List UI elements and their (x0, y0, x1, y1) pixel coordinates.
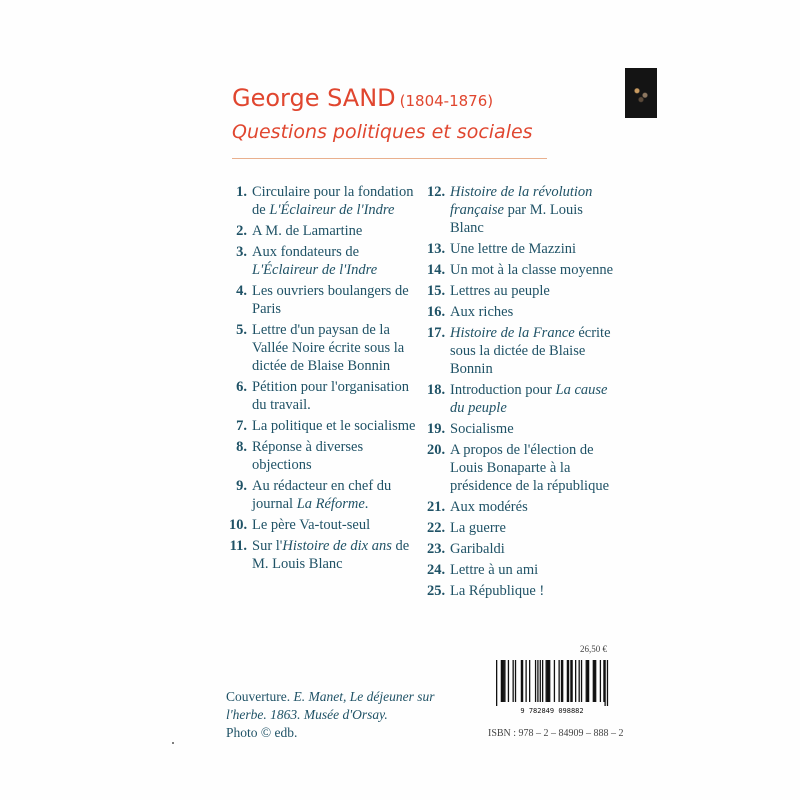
entry-title-italic: L'Éclaireur de l'Indre (252, 262, 378, 278)
contents-entry (427, 381, 617, 417)
entry-title-italic: Histoire de dix ans (282, 538, 392, 554)
entry-number: 13. (427, 241, 446, 257)
barcode-bar (554, 660, 555, 702)
entry-title-text: La République ! (450, 583, 545, 599)
entry-title (450, 261, 617, 279)
entry-title (450, 240, 617, 258)
barcode-bar (547, 660, 548, 702)
contents-entry (427, 540, 617, 558)
contents-entry (427, 261, 617, 279)
barcode-bar (588, 660, 589, 702)
entry-number: 15. (427, 283, 446, 299)
barcode-bar (607, 660, 608, 706)
entry-number: 25. (427, 583, 446, 599)
contents-entry (229, 537, 419, 573)
entry-number: 9. (236, 478, 247, 494)
entry-number: 2. (236, 223, 247, 239)
entry-title-text: Introduction pour (450, 382, 556, 398)
entry-title (252, 321, 419, 375)
entry-title-text: Lettre à un ami (450, 562, 539, 578)
entry-title-text: Lettre d'un paysan de la Vallée Noire écrite sous la dictée de Blaise Bonnin (252, 322, 405, 374)
contents-entry (229, 417, 419, 435)
entry-title (252, 183, 419, 219)
cover-image-detail (631, 82, 651, 104)
barcode-bar (575, 660, 576, 702)
entry-title (450, 540, 617, 558)
entry-title (252, 477, 419, 513)
entry-title-text: Les ouvriers boulangers de Paris (252, 283, 409, 317)
barcode-bar (542, 660, 543, 702)
entry-number: 16. (427, 304, 446, 320)
contents-entry (427, 420, 617, 438)
contents-entry (229, 183, 419, 219)
entry-title-text: Aux riches (450, 304, 514, 320)
barcode-bar (548, 660, 549, 702)
barcode (492, 660, 612, 715)
barcode-bar (501, 660, 502, 702)
title-divider (232, 158, 547, 159)
contents-entry (427, 303, 617, 321)
entry-title-text: La guerre (450, 520, 506, 536)
entry-title-text: Lettres au peuple (450, 283, 550, 299)
contents-entry (229, 222, 419, 240)
entry-title-text: Au rédacteur en chef du journal (252, 478, 392, 512)
entry-number: 6. (236, 379, 247, 395)
entry-title-text: écrite sous la dictée de Blaise Bonnin (450, 325, 611, 377)
barcode-bar (600, 660, 601, 702)
entry-title-text: Socialisme (450, 421, 514, 437)
entry-number: 1. (236, 184, 247, 200)
contents-entry (427, 441, 617, 495)
barcode-bar (571, 660, 572, 702)
entry-title (252, 438, 419, 474)
barcode-bar (513, 660, 514, 702)
contents-column-left (229, 183, 419, 576)
entry-number: 11. (229, 538, 247, 554)
entry-title-text: Réponse à diverses objections (252, 439, 364, 473)
barcode-bar (540, 660, 541, 702)
entry-title (450, 441, 617, 495)
entry-number: 18. (427, 382, 446, 398)
contents-entry (427, 282, 617, 300)
author-years: (1804-1876) (399, 92, 494, 110)
barcode-bar (579, 660, 580, 702)
entry-title-text: A propos de l'élection de Louis Bonaparte à la présidence de la république (450, 442, 610, 494)
entry-title (450, 519, 617, 537)
barcode-bar (581, 660, 582, 702)
entry-title (450, 420, 617, 438)
barcode-bar (546, 660, 547, 702)
entry-title (252, 537, 419, 573)
barcode-bar (535, 660, 536, 702)
barcode-bar (604, 660, 605, 706)
barcode-bar (568, 660, 569, 702)
entry-title (252, 222, 419, 240)
entry-number: 19. (427, 421, 446, 437)
barcode-digits: 9 782849 098882 (520, 707, 584, 715)
entry-number: 21. (427, 499, 446, 515)
contents-entry (427, 240, 617, 258)
entry-title (450, 324, 617, 378)
contents-entry (229, 321, 419, 375)
entry-title-italic: La cause du peuple (450, 382, 608, 416)
entry-title-text: Sur l' (252, 538, 283, 554)
barcode-bar (515, 660, 516, 702)
entry-number: 14. (427, 262, 446, 278)
entry-number: 12. (427, 184, 446, 200)
barcode-bar (508, 660, 509, 702)
entry-title (450, 498, 617, 516)
entry-number: 22. (427, 520, 446, 536)
entry-title (450, 381, 617, 417)
barcode-bar (570, 660, 571, 702)
barcode-bar (496, 660, 497, 706)
entry-title-text: Garibaldi (450, 541, 505, 557)
barcode-bar (502, 660, 503, 702)
entry-title-text: Aux modérés (450, 499, 528, 515)
barcode-bar (603, 660, 604, 702)
entry-title (450, 561, 617, 579)
contents-entry (229, 516, 419, 534)
entry-number: 7. (236, 418, 247, 434)
barcode-bar (562, 660, 563, 702)
entry-title (252, 516, 419, 534)
contents-entry (427, 183, 617, 237)
author-heading (232, 84, 493, 112)
cover-credit (226, 688, 436, 742)
barcode-bar (593, 660, 594, 702)
entry-title-text: Aux fondateurs de (252, 244, 360, 260)
author-name: George SAND (232, 84, 396, 112)
entry-number: 5. (236, 322, 247, 338)
entry-title-text: Pétition pour l'organisation du travail. (252, 379, 410, 413)
barcode-bar (504, 660, 505, 702)
entry-number: 4. (236, 283, 247, 299)
barcode-bar (525, 660, 526, 702)
barcode-bar (503, 660, 504, 702)
contents-entry (427, 519, 617, 537)
entry-number: 10. (229, 517, 248, 533)
entry-title-text: Le père Va-tout-seul (252, 517, 371, 533)
contents-entry (427, 561, 617, 579)
entry-title-italic: L'Éclaireur de l'Indre (269, 202, 395, 218)
barcode-bar (561, 660, 562, 702)
speck (172, 742, 174, 744)
entry-title-text: Circulaire pour la fondation de (252, 184, 414, 218)
contents-entry (229, 282, 419, 318)
entry-title (252, 417, 419, 435)
barcode-bar (586, 660, 587, 702)
entry-title (450, 582, 617, 600)
contents-entry (229, 438, 419, 474)
entry-number: 23. (427, 541, 446, 557)
entry-title-italic: Histoire de la France (450, 325, 575, 341)
entry-title (252, 378, 419, 414)
barcode-bar (567, 660, 568, 702)
entry-number: 24. (427, 562, 446, 578)
book-title: Questions politiques et sociales (232, 121, 533, 143)
entry-title (252, 282, 419, 318)
entry-title (252, 243, 419, 279)
isbn-label: ISBN : 978 – 2 – 84909 – 888 – 2 (488, 728, 624, 739)
barcode-bar (595, 660, 596, 702)
contents-entry (427, 582, 617, 600)
entry-title (450, 282, 617, 300)
contents-column-right (427, 183, 617, 603)
entry-title-italic: La Réforme (296, 496, 365, 512)
barcode-bar (587, 660, 588, 702)
barcode-bar (522, 660, 523, 702)
contents-entry (427, 498, 617, 516)
entry-number: 20. (427, 442, 446, 458)
cover-credit-artwork: E. Manet, Le déjeuner sur l'herbe. 1863. Musée d'Orsay. (226, 689, 435, 722)
cover-credit-photo: Photo © edb. (226, 725, 298, 740)
barcode-bar (537, 660, 538, 702)
contents-entry (427, 324, 617, 378)
contents-entry (229, 378, 419, 414)
entry-title (450, 183, 617, 237)
contents-entry (229, 243, 419, 279)
entry-title (450, 303, 617, 321)
entry-title-text: La politique et le socialisme (252, 418, 416, 434)
barcode-bar (521, 660, 522, 702)
cover-image-edge (625, 68, 657, 118)
entry-title-text: de M. Louis Blanc (252, 538, 410, 572)
entry-title-text: A M. de Lamartine (252, 223, 363, 239)
entry-number: 17. (427, 325, 446, 341)
entry-title-text: Un mot à la classe moyenne (450, 262, 614, 278)
price-label: 26,50 € (580, 644, 607, 654)
cover-credit-prefix: Couverture. (226, 689, 294, 704)
barcode-bar (558, 660, 559, 702)
entry-title-italic: Histoire de la révolution française (450, 184, 593, 218)
entry-title-text: . (364, 496, 369, 512)
entry-title-text: par M. Louis Blanc (450, 202, 583, 236)
entry-number: 3. (236, 244, 247, 260)
barcode-bar (549, 660, 550, 702)
barcode-bar (594, 660, 595, 702)
contents-entry (229, 477, 419, 513)
entry-title-text: Une lettre de Mazzini (450, 241, 577, 257)
barcode-bar (529, 660, 530, 702)
entry-number: 8. (236, 439, 247, 455)
